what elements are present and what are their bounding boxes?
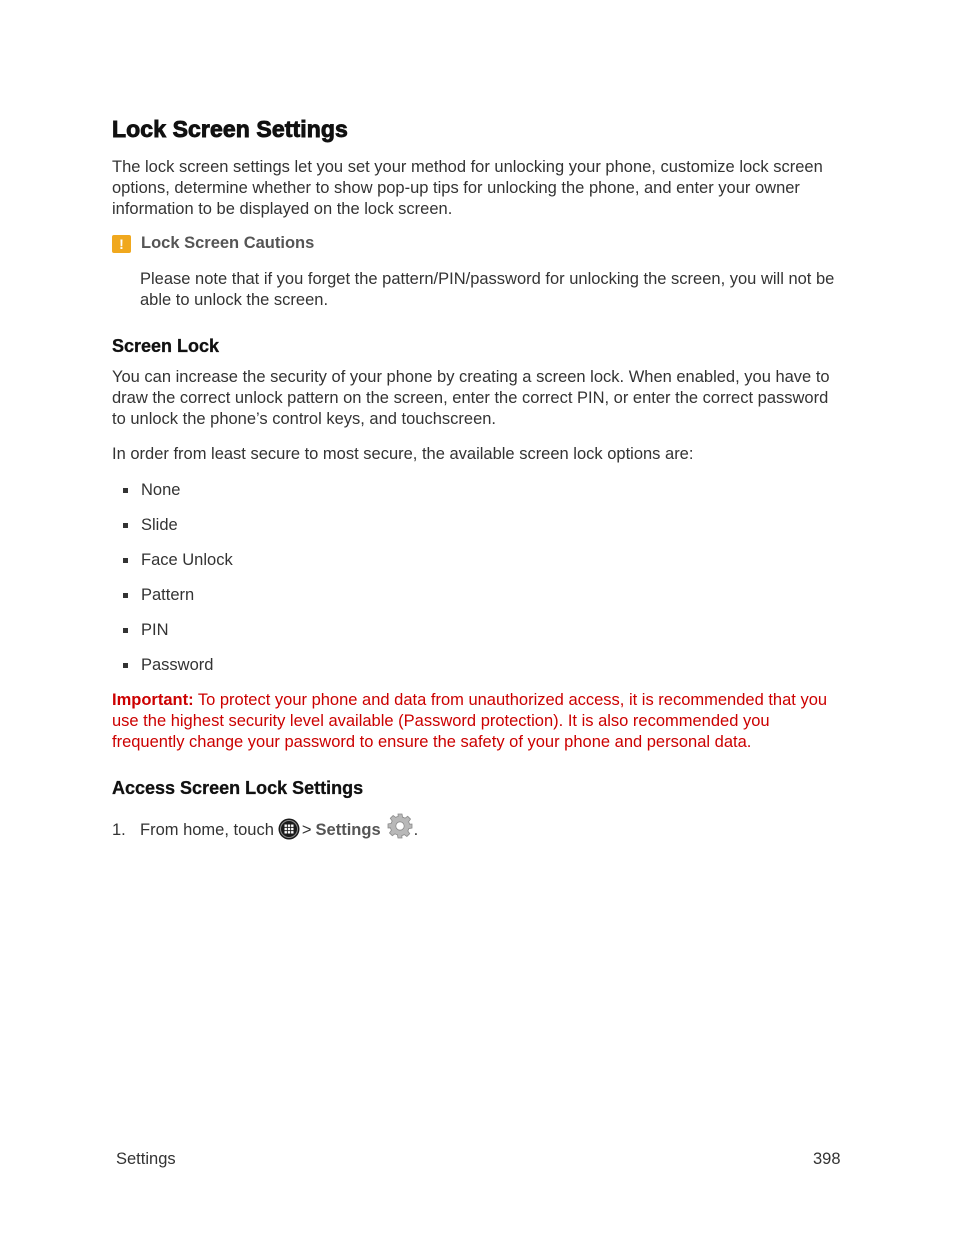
screen-lock-paragraph: You can increase the security of your phone by creating a screen lock. When enabled, you have to draw the correct unlock pattern on the screen, enter the correct PIN, or enter the correct password to unlock the phone’s control keys, and touchscreen. (112, 368, 830, 428)
intro-paragraph: The lock screen settings let you set your method for unlocking your phone, customize lock screen options, determine whether to show pop-up tips for unlocking the phone, and enter your owner information to be displayed on the lock screen. (112, 158, 823, 218)
page-title: Lock Screen Settings (112, 116, 348, 142)
caution-header (112, 234, 314, 253)
step-text: From home, touch (140, 821, 274, 839)
settings-label: Settings (315, 821, 381, 839)
bullet-icon (123, 593, 128, 598)
step-number: 1. (112, 821, 126, 839)
gear-icon (386, 812, 414, 840)
step-end: . (413, 821, 419, 839)
footer-page-number: 398 (813, 1150, 841, 1168)
screen-lock-options-list (112, 480, 233, 690)
bullet-icon (123, 523, 128, 528)
important-label: Important: (112, 691, 194, 709)
list-item: Pattern (112, 585, 233, 620)
screen-lock-heading: Screen Lock (112, 336, 220, 356)
list-item: Slide (112, 515, 233, 550)
list-item: Password (112, 655, 233, 690)
footer-section-name: Settings (116, 1150, 176, 1168)
access-heading: Access Screen Lock Settings (112, 778, 364, 798)
screen-lock-order-paragraph: In order from least secure to most secure, the available screen lock options are: (112, 445, 694, 463)
apps-icon (278, 818, 300, 840)
important-text: To protect your phone and data from unauthorized access, it is recommended that you use the highest security level available (Password protection). It is also recommended you frequently change your password to ensure the safety of your phone and personal data. (112, 691, 828, 751)
list-item: Face Unlock (112, 550, 233, 585)
bullet-icon (123, 558, 128, 563)
step-1 (112, 812, 418, 840)
bullet-icon (123, 488, 128, 493)
step-separator: > (301, 821, 312, 839)
bullet-icon (123, 628, 128, 633)
bullet-icon (123, 663, 128, 668)
list-item: PIN (112, 620, 233, 655)
caution-title: Lock Screen Cautions (141, 234, 315, 252)
caution-body: Please note that if you forget the pattern/PIN/password for unlocking the screen, you will not be able to unlock the screen. (140, 270, 835, 309)
list-item: None (112, 480, 233, 515)
important-note (112, 690, 837, 753)
warning-icon: ! (112, 235, 131, 253)
